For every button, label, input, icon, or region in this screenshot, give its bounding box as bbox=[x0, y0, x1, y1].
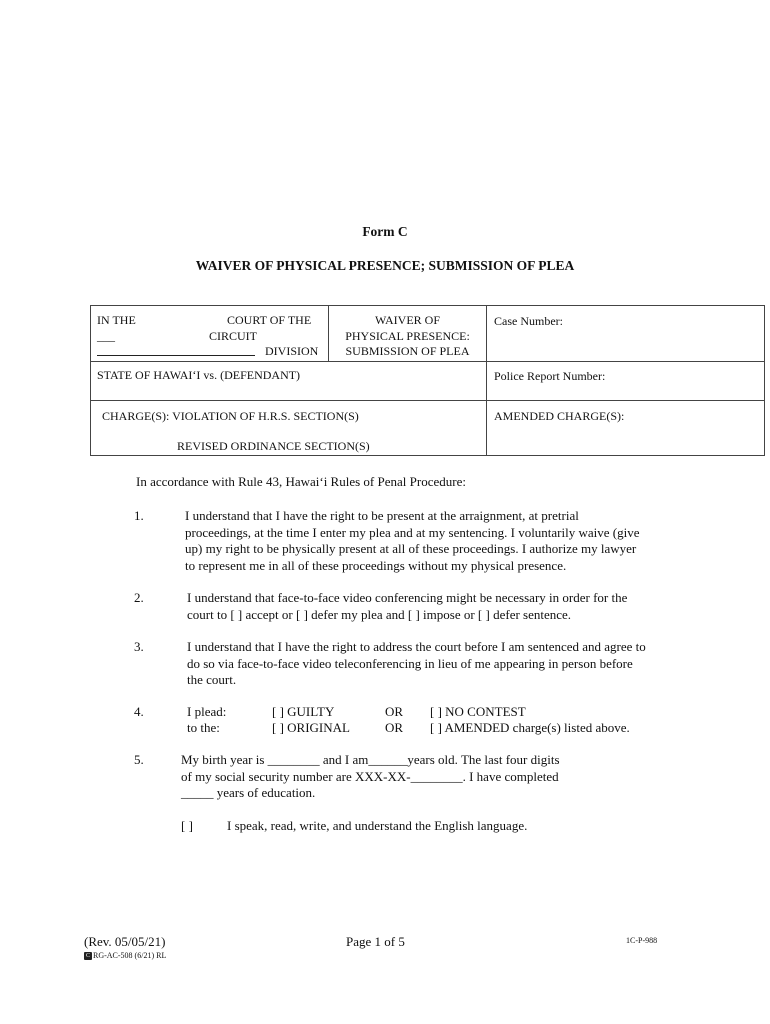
or-label: OR bbox=[385, 704, 404, 719]
item-number: 4. bbox=[134, 704, 144, 719]
circuit-blank: ___ bbox=[97, 328, 115, 343]
english-statement: I speak, read, write, and understand the English language. bbox=[227, 818, 528, 833]
item-number: 3. bbox=[134, 639, 144, 654]
court-line3: DIVISION bbox=[265, 344, 319, 358]
or-label: OR bbox=[385, 720, 404, 735]
doc-title-line: PHYSICAL PRESENCE: bbox=[345, 328, 470, 343]
doc-title-line: WAIVER OF bbox=[375, 313, 440, 327]
item-paragraph bbox=[187, 639, 687, 689]
form-title: WAIVER OF PHYSICAL PRESENCE; SUBMISSION OF PLEA bbox=[195, 258, 575, 273]
divider bbox=[91, 400, 765, 401]
item-line[interactable]: of my social security number are XXX-XX-________. I have completed bbox=[181, 768, 559, 784]
page-indicator: Page 1 of 5 bbox=[346, 934, 405, 949]
item-number: 1. bbox=[134, 508, 144, 523]
item-paragraph bbox=[185, 508, 685, 574]
item-line: do so via face-to-face video teleconferencing in lieu of me appearing in person before bbox=[187, 655, 633, 671]
divider bbox=[486, 306, 487, 456]
doc-title-cell bbox=[329, 313, 486, 360]
caption-table bbox=[90, 305, 765, 456]
item-paragraph bbox=[187, 590, 687, 623]
item-line: I understand that I have the right to address the court before I am sentenced and agree to bbox=[187, 639, 646, 654]
item-line[interactable]: _____ years of education. bbox=[181, 785, 316, 800]
item-line: I understand that face-to-face video conferencing might be necessary in order for the bbox=[187, 590, 628, 605]
court-line1: IN THE bbox=[97, 313, 136, 327]
item-line: up) my right to be physically present at all of these proceedings. I authorize my lawyer bbox=[185, 541, 637, 556]
item-number: 5. bbox=[134, 752, 144, 767]
item-line: I understand that I have the right to be present at the arraignment, at pretrial bbox=[185, 508, 579, 523]
plead-to-label: to the: bbox=[187, 720, 220, 735]
parties-label: STATE OF HAWAI‘I vs. (DEFENDANT) bbox=[97, 368, 301, 382]
english-checkbox[interactable]: [ ] bbox=[181, 818, 193, 833]
rg-code-line bbox=[84, 951, 166, 960]
guilty-checkbox[interactable]: [ ] GUILTY bbox=[272, 704, 335, 719]
police-report-label: Police Report Number: bbox=[494, 369, 606, 383]
court-line1b: COURT OF THE bbox=[227, 313, 312, 327]
amended-checkbox[interactable]: [ ] AMENDED charge(s) listed above. bbox=[430, 720, 630, 735]
item-line: proceedings, at the time I enter my plea and at my sentencing. I voluntarily waive (give bbox=[185, 524, 640, 540]
doc-title-line: SUBMISSION OF PLEA bbox=[345, 344, 470, 358]
charges-label: CHARGE(S): VIOLATION OF H.R.S. SECTION(S) bbox=[102, 409, 359, 423]
amended-label: AMENDED CHARGE(S): bbox=[494, 409, 625, 423]
case-number-label: Case Number: bbox=[494, 314, 563, 328]
item-line: the court. bbox=[187, 672, 237, 687]
item-number: 2. bbox=[134, 590, 144, 605]
court-cell bbox=[97, 313, 322, 360]
divider bbox=[91, 361, 765, 362]
division-blank bbox=[97, 344, 255, 356]
court-line2b: CIRCUIT bbox=[209, 328, 257, 343]
item-line: court to [ ] accept or [ ] defer my plea and [ ] impose or [ ] defer sentence. bbox=[187, 606, 572, 622]
plead-label: I plead: bbox=[187, 704, 227, 719]
revision-date: (Rev. 05/05/21) bbox=[84, 934, 166, 949]
item-paragraph bbox=[181, 752, 681, 802]
item-line: to represent me in all of these proceedings without my physical presence. bbox=[185, 557, 567, 573]
no-contest-checkbox[interactable]: [ ] NO CONTEST bbox=[430, 704, 526, 719]
ordinance-label: REVISED ORDINANCE SECTION(S) bbox=[177, 439, 370, 453]
intro-text: In accordance with Rule 43, Hawai‘i Rules of Penal Procedure: bbox=[136, 474, 466, 489]
original-checkbox[interactable]: [ ] ORIGINAL bbox=[272, 720, 350, 735]
form-code: 1C-P-988 bbox=[626, 936, 658, 945]
rg-code: RG-AC-508 (6/21) RL bbox=[93, 951, 167, 960]
item-line[interactable]: My birth year is ________ and I am______years old. The last four digits bbox=[181, 752, 560, 767]
copyright-logo: C bbox=[85, 953, 90, 960]
form-label: Form C bbox=[362, 224, 408, 239]
